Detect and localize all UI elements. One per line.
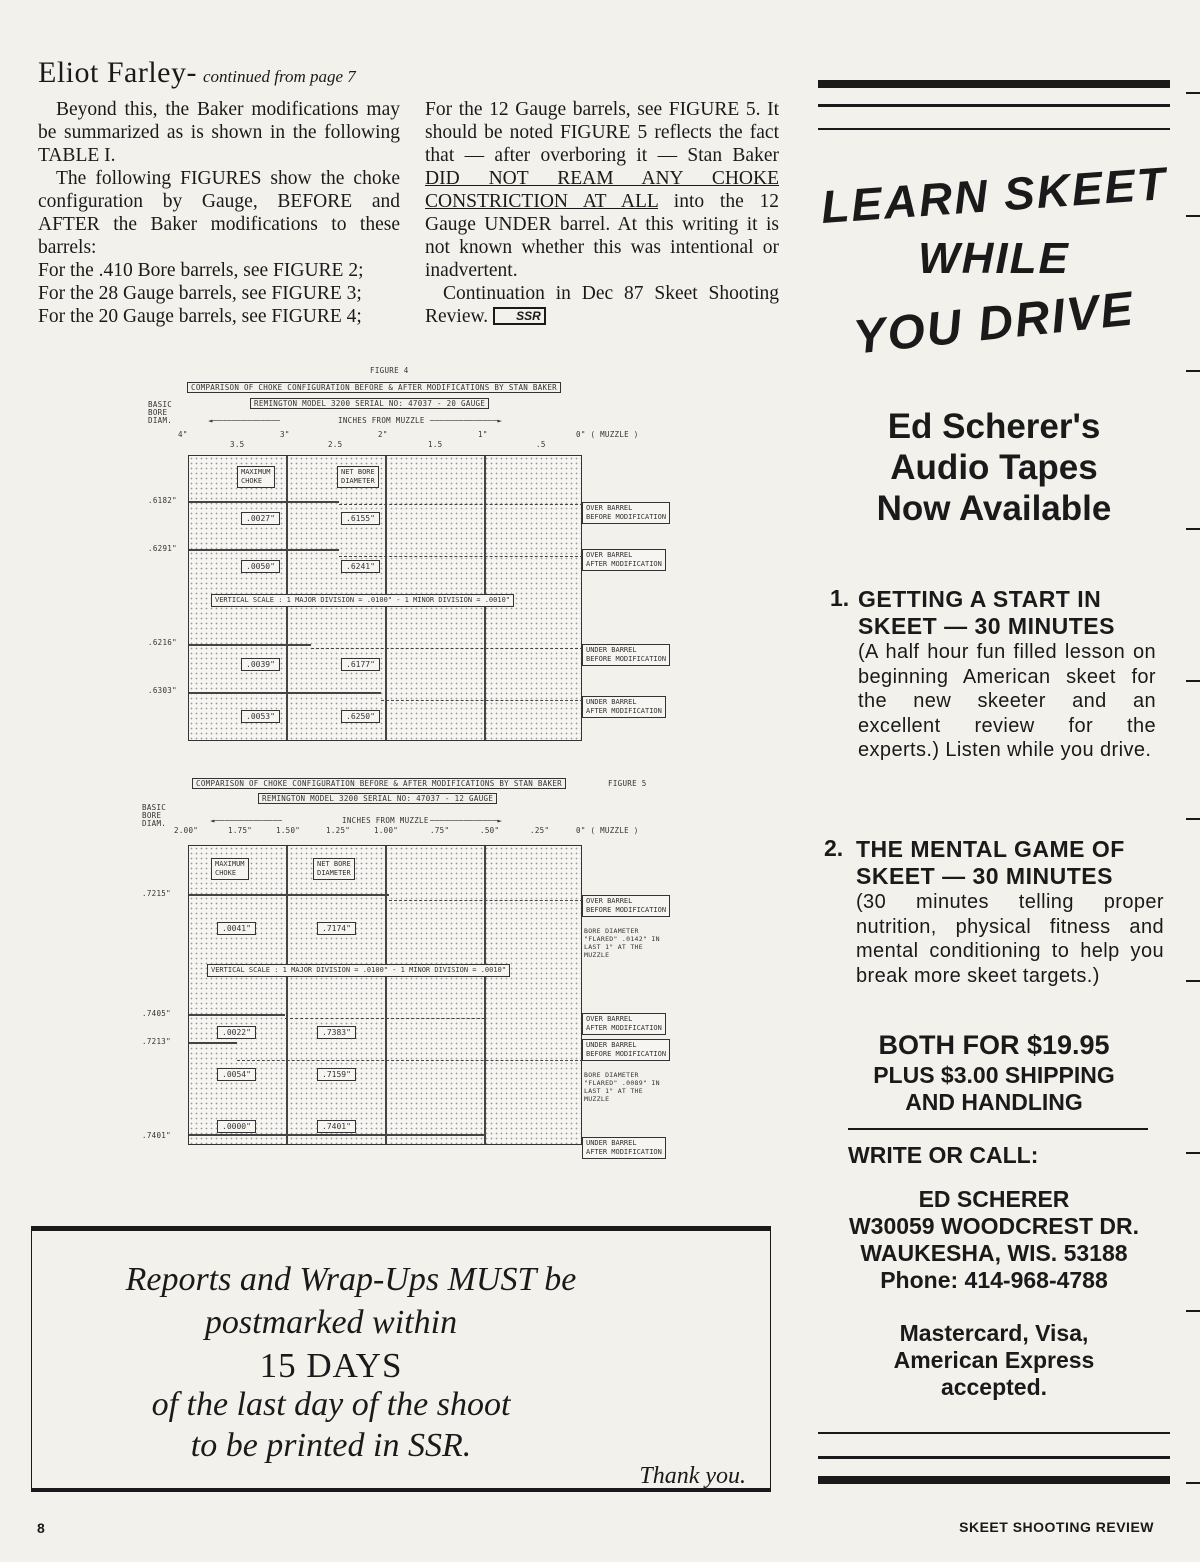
ad-headline: YOU DRIVE (850, 282, 1138, 365)
max-choke-value: .0054" (217, 1068, 256, 1081)
divider (818, 104, 1170, 107)
series-label: OVER BARREL BEFORE MODIFICATION (582, 895, 670, 917)
divider (818, 80, 1170, 88)
paragraph: For the 28 Gauge barrels, see FIGURE 3; (38, 283, 362, 304)
text-run: into the 12 Gauge UNDER barrel. At this writing it is not known whether this was intentional or inadvertent. (425, 191, 779, 281)
item-title: THE MENTAL GAME OF SKEET — 30 MINUTES (856, 836, 1125, 889)
bore-value: .7401" (142, 1131, 171, 1140)
bore-value: .7215" (142, 889, 171, 898)
underlined-text: DID NOT REAM ANY CHOKE CONSTRICTION AT ALL (425, 168, 779, 212)
tick-label: 1.50" (276, 826, 301, 835)
net-bore-header: NET BORE DIAMETER (337, 466, 379, 488)
max-choke-value: .0053" (241, 710, 280, 723)
article-title (38, 56, 356, 90)
max-choke-header: MAXIMUM CHOKE (237, 466, 275, 488)
edge-mark (1186, 215, 1200, 217)
article-column-right (425, 98, 779, 328)
item-number: 1. (830, 585, 850, 611)
tick-label: 2" (378, 430, 388, 439)
tick-label: 2.5 (328, 440, 343, 449)
basic-bore-label: BASIC (142, 803, 167, 812)
tick-label: .25" (530, 826, 550, 835)
net-bore-value: .6250" (341, 710, 380, 723)
write-or-call: WRITE OR CALL: (848, 1142, 1039, 1168)
figure-5 (140, 775, 700, 1175)
arrow-right: ──────────────► (430, 416, 503, 425)
series-label: UNDER BARREL AFTER MODIFICATION (582, 1137, 666, 1159)
bore-value: .6216" (148, 638, 177, 647)
ssr-logo: SSR (493, 307, 546, 325)
basic-bore-label: BASIC (148, 400, 173, 409)
figure-label: FIGURE 5 (608, 779, 647, 788)
tick-label: 2.00" (174, 826, 199, 835)
article-name: Eliot Farley- (38, 56, 197, 89)
tick-label: 1.75" (228, 826, 253, 835)
address-line: WAUKESHA, WIS. 53188 (860, 1240, 1128, 1266)
divider (818, 1456, 1170, 1459)
max-choke-value: .0039" (241, 658, 280, 671)
max-choke-header: MAXIMUM CHOKE (211, 858, 249, 880)
shipping (818, 1062, 1170, 1116)
tick-label: .50" (480, 826, 500, 835)
item-description: (A half hour fun filled lesson on beginning American skeet for the new skeeter and an excellent review for the experts.) Listen while you drive. (858, 641, 1156, 761)
divider (848, 1128, 1148, 1130)
address-line: W30059 WOODCREST DR. (848, 1213, 1140, 1239)
payment (818, 1320, 1170, 1401)
figure-subtitle: REMINGTON MODEL 3200 SERIAL NO: 47037 - 12 GAUGE (258, 793, 497, 804)
series-label: UNDER BARREL BEFORE MODIFICATION (582, 1039, 670, 1061)
audio-tapes-ad (818, 76, 1170, 1496)
text-run: For the 12 Gauge barrels, see FIGURE 5. It should be noted FIGURE 5 reflects the fact that — after overboring it — Stan Baker (425, 99, 779, 166)
notice-line: to be printed in SSR. (190, 1427, 472, 1464)
figure-title: COMPARISON OF CHOKE CONFIGURATION BEFORE & AFTER MODIFICATIONS BY STAN BAKER (187, 382, 561, 393)
net-bore-value: .7401" (317, 1120, 356, 1133)
ad-title-line: Ed Scherer's (887, 407, 1101, 446)
axis-title: INCHES FROM MUZZLE (338, 416, 425, 425)
notice-line: Reports and Wrap-Ups MUST be (125, 1261, 577, 1298)
notice-thanks: Thank you. (639, 1463, 746, 1489)
ad-title-line: Now Available (876, 489, 1112, 528)
paragraph (425, 98, 779, 282)
vertical-scale: VERTICAL SCALE : 1 MAJOR DIVISION = .0100" - 1 MINOR DIVISION = .0010" (211, 594, 514, 607)
edge-mark (1186, 1482, 1200, 1484)
payment-line: American Express (893, 1347, 1095, 1373)
figure-subtitle: REMINGTON MODEL 3200 SERIAL NO: 47037 - 20 GAUGE (250, 398, 489, 409)
edge-mark (1186, 680, 1200, 682)
bore-value: .7405" (142, 1009, 171, 1018)
basic-bore-label: BORE (142, 811, 162, 820)
figure-label: FIGURE 4 (370, 366, 409, 375)
ad-title (818, 406, 1170, 529)
max-choke-value: .0022" (217, 1026, 256, 1039)
edge-mark (1186, 92, 1200, 94)
paragraph: For the .410 Bore barrels, see FIGURE 2; (38, 260, 364, 281)
address-line: Phone: 414-968-4788 (880, 1267, 1108, 1293)
ad-headline: WHILE (918, 234, 1070, 283)
notice-line: of the last day of the shoot (151, 1386, 511, 1423)
edge-mark (1186, 1310, 1200, 1312)
bore-value: .6303" (148, 686, 177, 695)
article-column-left (38, 98, 400, 328)
tick-label: 1.5 (428, 440, 443, 449)
axis-title: INCHES FROM MUZZLE (342, 816, 429, 825)
page-number: 8 (37, 1520, 45, 1536)
flare-note: BORE DIAMETER "FLARED" .0089" IN LAST 1" AT THE MUZZLE (584, 1071, 660, 1103)
divider (818, 1476, 1170, 1484)
tape-item (824, 836, 1164, 988)
address (818, 1186, 1170, 1294)
deadline-notice (31, 1226, 771, 1492)
tick-label: .5 (536, 440, 546, 449)
ad-title-line: Audio Tapes (890, 448, 1098, 487)
max-choke-value: .0027" (241, 512, 280, 525)
edge-mark (1186, 1152, 1200, 1154)
plot-grid (188, 455, 582, 741)
tick-label: 4" (178, 430, 188, 439)
continued-note: continued from page 7 (202, 67, 356, 86)
basic-bore-label: BORE (148, 408, 168, 417)
edge-mark (1186, 528, 1200, 530)
tick-label: 1.25" (326, 826, 351, 835)
shipping-line: AND HANDLING (905, 1089, 1083, 1115)
arrow-left: ◄────────────── (210, 816, 283, 825)
tick-label: 0" ( MUZZLE ) (576, 826, 639, 835)
edge-mark (1186, 818, 1200, 820)
net-bore-value: .7383" (317, 1026, 356, 1039)
shipping-line: PLUS $3.00 SHIPPING (873, 1062, 1115, 1088)
net-bore-value: .6241" (341, 560, 380, 573)
net-bore-value: .7174" (317, 922, 356, 935)
tick-label: 1" (478, 430, 488, 439)
net-bore-value: .6155" (341, 512, 380, 525)
magazine-name: SKEET SHOOTING REVIEW (959, 1519, 1154, 1535)
vertical-scale: VERTICAL SCALE : 1 MAJOR DIVISION = .0100" - 1 MINOR DIVISION = .0010" (207, 964, 510, 977)
series-label: UNDER BARREL AFTER MODIFICATION (582, 696, 666, 718)
price: BOTH FOR $19.95 (878, 1030, 1110, 1060)
tick-label: .75" (430, 826, 450, 835)
net-bore-header: NET BORE DIAMETER (313, 858, 355, 880)
paragraph: The following FIGURES show the choke configuration by Gauge, BEFORE and AFTER the Baker modifications to these barrels: (38, 168, 400, 258)
tape-item (830, 586, 1156, 763)
series-label: UNDER BARREL BEFORE MODIFICATION (582, 644, 670, 666)
text-run: Continuation in Dec 87 Skeet Shooting Review. (425, 283, 779, 327)
bore-value: .6182" (148, 496, 177, 505)
series-label: OVER BARREL AFTER MODIFICATION (582, 1013, 666, 1035)
tick-label: 3.5 (230, 440, 245, 449)
address-line: ED SCHERER (918, 1186, 1070, 1212)
item-description: (30 minutes telling proper nutrition, physical fitness and mental conditioning to help you break more skeet targets.) (856, 891, 1164, 987)
arrow-right: ──────────────► (430, 816, 503, 825)
figure-title: COMPARISON OF CHOKE CONFIGURATION BEFORE & AFTER MODIFICATIONS BY STAN BAKER (192, 778, 566, 789)
max-choke-value: .0000" (217, 1120, 256, 1133)
edge-mark (1186, 370, 1200, 372)
max-choke-value: .0050" (241, 560, 280, 573)
net-bore-value: .6177" (341, 658, 380, 671)
series-label: OVER BARREL BEFORE MODIFICATION (582, 502, 670, 524)
tick-label: 0" ( MUZZLE ) (576, 430, 639, 439)
paragraph: Beyond this, the Baker modifications may be summarized as is shown in the following TABLE I. (38, 99, 400, 166)
payment-line: accepted. (940, 1374, 1048, 1400)
series-label: OVER BARREL AFTER MODIFICATION (582, 549, 666, 571)
basic-bore-label: DIAM. (148, 416, 173, 425)
basic-bore-label: DIAM. (142, 819, 167, 828)
max-choke-value: .0041" (217, 922, 256, 935)
divider (818, 1432, 1170, 1434)
tick-label: 3" (280, 430, 290, 439)
bore-value: .7213" (142, 1037, 171, 1046)
plot-grid (188, 845, 582, 1145)
bore-value: .6291" (148, 544, 177, 553)
edge-mark (1186, 980, 1200, 982)
figure-4 (140, 362, 700, 747)
net-bore-value: .7159" (317, 1068, 356, 1081)
arrow-left: ◄────────────── (208, 416, 281, 425)
tick-label: 1.00" (374, 826, 399, 835)
notice-line: postmarked within (204, 1304, 458, 1341)
ad-headline: LEARN SKEET (819, 156, 1169, 234)
paragraph: For the 20 Gauge barrels, see FIGURE 4; (38, 306, 362, 327)
divider (818, 128, 1170, 130)
item-title: GETTING A START IN SKEET — 30 MINUTES (858, 586, 1115, 639)
notice-line: 15 DAYS (259, 1346, 403, 1385)
paragraph (425, 282, 779, 328)
flare-note: BORE DIAMETER "FLARED" .0142" IN LAST 1" AT THE MUZZLE (584, 927, 660, 959)
item-number: 2. (824, 835, 844, 861)
payment-line: Mastercard, Visa, (899, 1320, 1089, 1346)
